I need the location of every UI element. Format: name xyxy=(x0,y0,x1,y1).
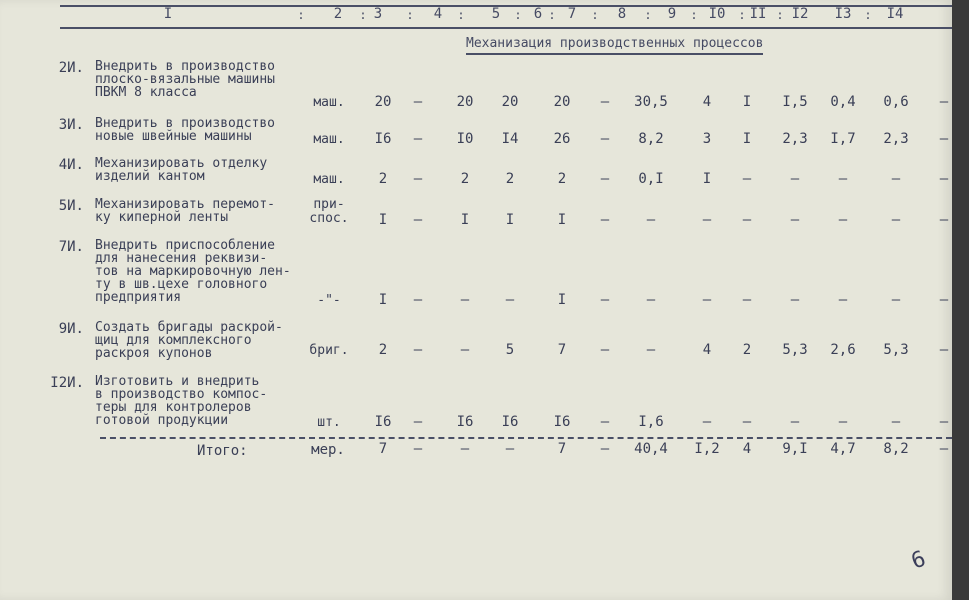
table-cell: 20 xyxy=(553,94,571,110)
row-description-line: предприятия xyxy=(95,290,182,305)
table-cell: – xyxy=(790,414,800,430)
table-cell: I xyxy=(742,131,752,147)
table-cell: – xyxy=(413,342,423,358)
table-cell: 26 xyxy=(553,131,571,147)
header-bottom-rule xyxy=(60,27,952,29)
total-cell: I,2 xyxy=(694,441,720,457)
header-col-14: I4 xyxy=(886,6,904,22)
table-cell: – xyxy=(600,414,610,430)
table-cell: I xyxy=(702,171,712,187)
header-separator: : xyxy=(548,8,556,22)
table-cell: – xyxy=(460,342,470,358)
table-cell: – xyxy=(413,171,423,187)
header-col-8: 8 xyxy=(617,6,627,22)
table-cell: 2 xyxy=(557,171,567,187)
table-cell: – xyxy=(413,212,423,228)
table-cell: – xyxy=(790,212,800,228)
table-cell: 8,2 xyxy=(638,131,664,147)
table-cell: – xyxy=(460,292,470,308)
header-separator: : xyxy=(738,8,746,22)
table-cell: I,6 xyxy=(638,414,664,430)
header-separator: : xyxy=(297,8,305,22)
total-unit: мер. xyxy=(311,442,345,458)
table-cell: – xyxy=(646,342,656,358)
table-cell: I0 xyxy=(456,131,474,147)
table-cell: – xyxy=(742,171,752,187)
table-cell: – xyxy=(939,171,949,187)
table-cell: 4 xyxy=(702,94,712,110)
table-cell: – xyxy=(742,292,752,308)
header-col-11: II xyxy=(749,6,767,22)
table-cell: – xyxy=(790,171,800,187)
header-separator: : xyxy=(591,8,599,22)
table-cell: 5 xyxy=(505,342,515,358)
table-cell: I xyxy=(378,212,388,228)
table-cell: 2,3 xyxy=(883,131,909,147)
row-description-line: Механизировать перемот- xyxy=(95,197,276,212)
table-cell: – xyxy=(838,171,848,187)
row-description-line: готовой продукции xyxy=(95,413,229,428)
total-cell: – xyxy=(939,441,949,457)
header-separator: : xyxy=(457,8,465,22)
table-cell: – xyxy=(702,212,712,228)
row-unit: маш. xyxy=(313,95,345,110)
table-cell: – xyxy=(702,414,712,430)
row-unit: при- xyxy=(313,197,345,212)
header-col-13: I3 xyxy=(834,6,852,22)
row-number: 4И. xyxy=(58,157,84,173)
header-col-6: 6 xyxy=(533,6,543,22)
table-cell: 2,3 xyxy=(782,131,808,147)
table-cell: – xyxy=(939,292,949,308)
table-cell: I6 xyxy=(456,414,474,430)
row-number: 2И. xyxy=(58,60,84,76)
table-cell: – xyxy=(742,414,752,430)
total-cell: 4 xyxy=(742,441,752,457)
header-separator: : xyxy=(864,8,872,22)
row-description-line: тов на маркировочную лен- xyxy=(95,264,291,279)
table-cell: 20 xyxy=(501,94,519,110)
table-cell: I xyxy=(460,212,470,228)
table-cell: 2 xyxy=(378,171,388,187)
row-number: 9И. xyxy=(58,321,84,337)
total-cell: 4,7 xyxy=(830,441,856,457)
table-cell: 5,3 xyxy=(883,342,909,358)
table-cell: – xyxy=(939,94,949,110)
table-cell: I xyxy=(557,292,567,308)
header-separator: : xyxy=(776,8,784,22)
table-cell: I xyxy=(378,292,388,308)
total-cell: – xyxy=(600,441,610,457)
header-col-9: 9 xyxy=(667,6,677,22)
table-cell: – xyxy=(600,94,610,110)
table-cell: – xyxy=(838,212,848,228)
row-number: 7И. xyxy=(58,239,84,255)
table-cell: 2 xyxy=(742,342,752,358)
total-cell: 40,4 xyxy=(634,441,668,457)
header-col-5: 5 xyxy=(491,6,501,22)
table-cell: – xyxy=(600,342,610,358)
total-dashed-rule xyxy=(100,437,952,439)
row-description-line: ПВКМ 8 класса xyxy=(95,85,197,100)
row-description-line: ту в шв.цехе головного xyxy=(95,277,268,292)
table-cell: – xyxy=(939,414,949,430)
row-unit: маш. xyxy=(313,172,345,187)
table-cell: 30,5 xyxy=(634,94,668,110)
table-cell: – xyxy=(646,212,656,228)
table-cell: – xyxy=(413,414,423,430)
table-cell: – xyxy=(891,212,901,228)
table-cell: I4 xyxy=(501,131,519,147)
table-cell: I,7 xyxy=(830,131,856,147)
table-cell: 0,6 xyxy=(883,94,909,110)
row-description-line: Внедрить приспособление xyxy=(95,238,276,253)
table-cell: – xyxy=(600,212,610,228)
header-col-1: I xyxy=(163,6,173,22)
row-unit: бриг. xyxy=(309,343,349,358)
header-col-4: 4 xyxy=(433,6,443,22)
table-cell: I6 xyxy=(374,131,392,147)
table-cell: – xyxy=(702,292,712,308)
total-label: Итого: xyxy=(197,443,248,459)
table-cell: – xyxy=(600,292,610,308)
total-cell: – xyxy=(460,441,470,457)
table-cell: – xyxy=(600,131,610,147)
row-number: 5И. xyxy=(58,198,84,214)
table-cell: I6 xyxy=(501,414,519,430)
row-description-line: Создать бригады раскрой- xyxy=(95,320,283,335)
table-cell: – xyxy=(891,171,901,187)
total-cell: – xyxy=(413,441,423,457)
table-cell: I xyxy=(557,212,567,228)
header-col-2: 2 xyxy=(333,6,343,22)
table-cell: – xyxy=(413,131,423,147)
row-unit: спос. xyxy=(309,211,349,226)
row-description-line: Внедрить в производство xyxy=(95,59,276,74)
row-description-line: новые швейные машины xyxy=(95,129,252,144)
table-cell: I xyxy=(742,94,752,110)
table-cell: 4 xyxy=(702,342,712,358)
header-separator: : xyxy=(690,8,698,22)
table-cell: I6 xyxy=(553,414,571,430)
total-cell: 7 xyxy=(378,441,388,457)
page-edge xyxy=(952,0,969,600)
table-cell: – xyxy=(939,212,949,228)
table-cell: – xyxy=(413,94,423,110)
table-cell: – xyxy=(413,292,423,308)
table-cell: 0,4 xyxy=(830,94,856,110)
row-number: 3И. xyxy=(58,117,84,133)
row-description-line: раскроя купонов xyxy=(95,346,213,361)
header-col-7: 7 xyxy=(567,6,577,22)
table-cell: – xyxy=(891,292,901,308)
corner-handwritten-mark: 6 xyxy=(908,546,930,575)
total-cell: 7 xyxy=(557,441,567,457)
header-separator: : xyxy=(514,8,522,22)
table-cell: – xyxy=(646,292,656,308)
table-cell: – xyxy=(838,292,848,308)
table-cell: – xyxy=(600,171,610,187)
header-col-3: 3 xyxy=(373,6,383,22)
table-cell: – xyxy=(505,292,515,308)
table-cell: – xyxy=(742,212,752,228)
table-cell: 2 xyxy=(378,342,388,358)
table-cell: – xyxy=(790,292,800,308)
row-description-line: плоско-вязальные машины xyxy=(95,72,276,87)
table-cell: – xyxy=(939,342,949,358)
row-description-line: теры для контролеров xyxy=(95,400,252,415)
header-col-10: I0 xyxy=(708,6,726,22)
row-description-line: щиц для комплексного xyxy=(95,333,252,348)
header-separator: : xyxy=(406,8,414,22)
table-cell: – xyxy=(891,414,901,430)
row-description-line: Внедрить в производство xyxy=(95,116,276,131)
table-cell: 7 xyxy=(557,342,567,358)
row-number: I2И. xyxy=(50,375,84,391)
table-cell: 5,3 xyxy=(782,342,808,358)
header-top-rule xyxy=(60,5,952,7)
row-description-line: Механизировать отделку xyxy=(95,156,268,171)
section-title: Механизация производственных процессов xyxy=(466,36,763,55)
row-description-line: Изготовить и внедрить xyxy=(95,374,260,389)
row-description-line: изделий кантом xyxy=(95,169,205,184)
table-cell: 2 xyxy=(460,171,470,187)
table-cell: – xyxy=(838,414,848,430)
row-unit: -"- xyxy=(317,293,341,308)
row-unit: шт. xyxy=(317,415,341,430)
table-cell: – xyxy=(939,131,949,147)
row-description-line: ку киперной ленты xyxy=(95,210,229,225)
table-cell: 20 xyxy=(374,94,392,110)
total-cell: – xyxy=(505,441,515,457)
header-separator: : xyxy=(359,8,367,22)
header-separator: : xyxy=(644,8,652,22)
header-col-12: I2 xyxy=(791,6,809,22)
total-cell: 9,I xyxy=(782,441,808,457)
table-cell: I,5 xyxy=(782,94,808,110)
table-cell: 3 xyxy=(702,131,712,147)
table-cell: I6 xyxy=(374,414,392,430)
table-cell: 2 xyxy=(505,171,515,187)
row-unit: маш. xyxy=(313,132,345,147)
table-cell: I xyxy=(505,212,515,228)
table-cell: 2,6 xyxy=(830,342,856,358)
total-cell: 8,2 xyxy=(883,441,909,457)
row-description-line: в производство компос- xyxy=(95,387,268,402)
table-cell: 0,I xyxy=(638,171,664,187)
table-cell: 20 xyxy=(456,94,474,110)
row-description-line: для нанесения реквизи- xyxy=(95,251,268,266)
